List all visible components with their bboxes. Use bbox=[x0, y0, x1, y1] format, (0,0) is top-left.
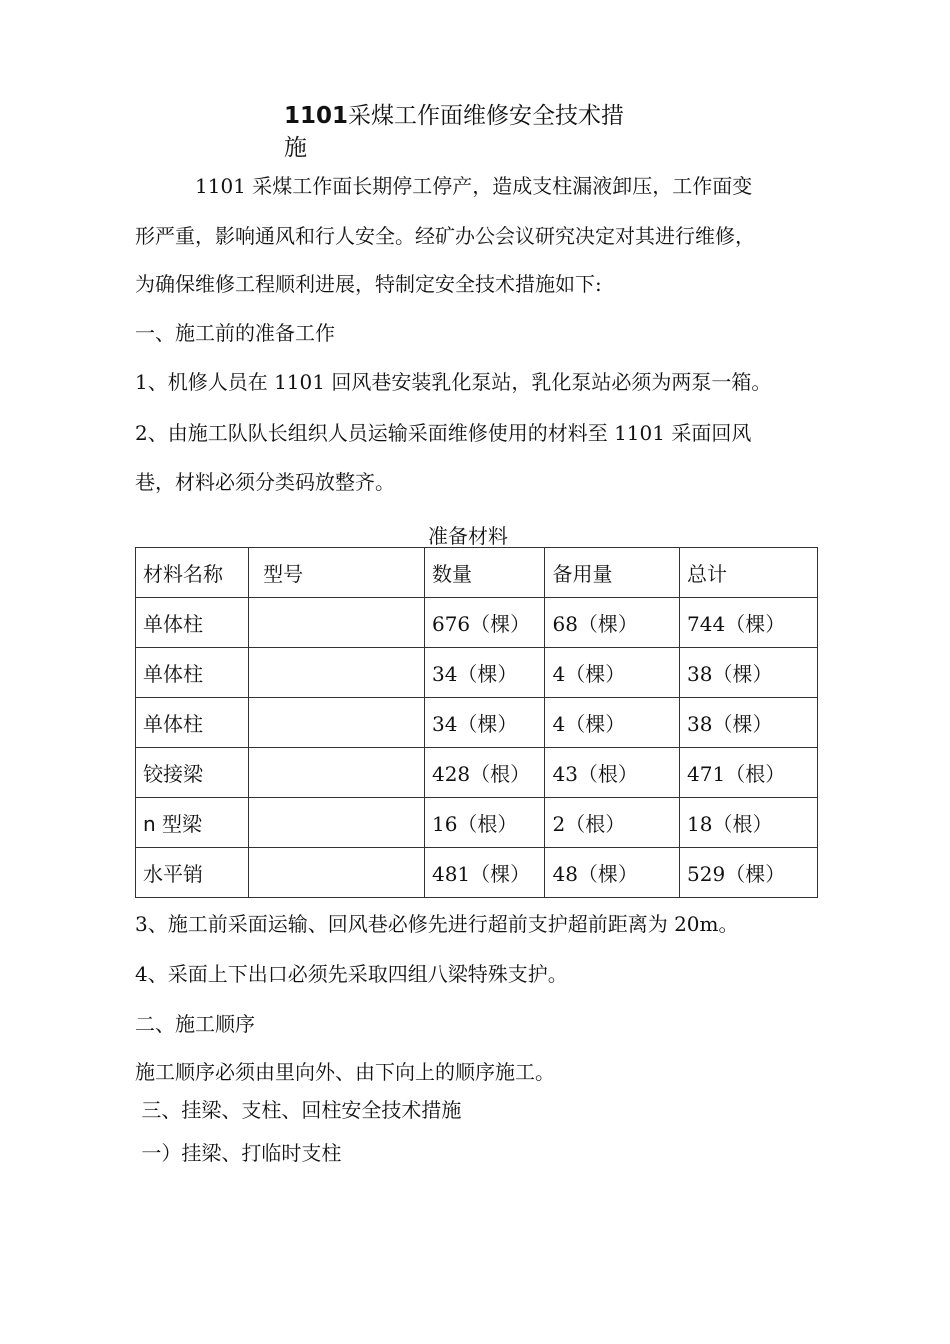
table-cell: 4（棵） bbox=[545, 698, 680, 748]
item-2-line-1: 2、由施工队队长组织人员运输采面维修使用的材料至 1101 采面回风 bbox=[135, 421, 752, 445]
table-cell: 4（棵） bbox=[545, 648, 680, 698]
table-cell bbox=[249, 848, 425, 898]
document-title bbox=[284, 100, 664, 164]
header-cell: 备用量 bbox=[545, 548, 680, 598]
table-cell: 铰接梁 bbox=[136, 748, 249, 798]
table-cell bbox=[249, 748, 425, 798]
section-1-heading: 一、施工前的准备工作 bbox=[135, 321, 335, 345]
table-row bbox=[136, 598, 818, 648]
table-cell: 2（根） bbox=[545, 798, 680, 848]
section-2-text: 施工顺序必须由里向外、由下向上的顺序施工。 bbox=[135, 1060, 555, 1084]
header-cell: 数量 bbox=[424, 548, 545, 598]
header-cell: 总计 bbox=[680, 548, 818, 598]
title-number: 1101 bbox=[284, 103, 349, 129]
table-cell bbox=[249, 698, 425, 748]
subsection-1-heading: 一）挂梁、打临时支柱 bbox=[135, 1141, 342, 1165]
table-row bbox=[136, 698, 818, 748]
table-row bbox=[136, 648, 818, 698]
table-cell: 676（棵） bbox=[424, 598, 545, 648]
materials-table bbox=[135, 547, 818, 898]
table-row bbox=[136, 848, 818, 898]
title-text: 采煤工作面维修安全技术措 bbox=[348, 103, 625, 129]
item-3: 3、施工前采面运输、回风巷必修先进行超前支护超前距离为 20m。 bbox=[135, 912, 739, 936]
item-2-line-2: 巷，材料必须分类码放整齐。 bbox=[135, 470, 395, 494]
intro-line-1: 1101 采煤工作面长期停工停产，造成支柱漏液卸压，工作面变 bbox=[195, 174, 753, 198]
item-1: 1、机修人员在 1101 回风巷安装乳化泵站，乳化泵站必须为两泵一箱。 bbox=[135, 370, 772, 394]
table-cell: 水平销 bbox=[136, 848, 249, 898]
table-cell: 38（棵） bbox=[680, 698, 818, 748]
table-cell bbox=[249, 598, 425, 648]
table-cell: 68（棵） bbox=[545, 598, 680, 648]
table-cell: 481（棵） bbox=[424, 848, 545, 898]
table-row bbox=[136, 798, 818, 848]
title-line-1 bbox=[284, 100, 664, 132]
table-cell: 529（棵） bbox=[680, 848, 818, 898]
table-cell: 34（棵） bbox=[424, 648, 545, 698]
intro-line-3: 为确保维修工程顺利进展，特制定安全技术措施如下: bbox=[135, 272, 602, 296]
table-caption: 准备材料 bbox=[428, 524, 508, 548]
table-cell: 34（棵） bbox=[424, 698, 545, 748]
table-cell bbox=[249, 798, 425, 848]
table-cell: 471（根） bbox=[680, 748, 818, 798]
item-4: 4、采面上下出口必须先采取四组八梁特殊支护。 bbox=[135, 962, 568, 986]
section-3-heading: 三、挂梁、支柱、回柱安全技术措施 bbox=[135, 1098, 462, 1122]
table-cell: 744（棵） bbox=[680, 598, 818, 648]
table-cell: 16（根） bbox=[424, 798, 545, 848]
table-cell: n 型梁 bbox=[136, 798, 249, 848]
table-cell: 18（根） bbox=[680, 798, 818, 848]
table-cell: 38（棵） bbox=[680, 648, 818, 698]
section-2-heading: 二、施工顺序 bbox=[135, 1012, 255, 1036]
header-cell: 型号 bbox=[249, 548, 425, 598]
header-cell: 材料名称 bbox=[136, 548, 249, 598]
table-cell: 单体柱 bbox=[136, 598, 249, 648]
table-header-row bbox=[136, 548, 818, 598]
table-cell: 43（根） bbox=[545, 748, 680, 798]
table-cell: 48（棵） bbox=[545, 848, 680, 898]
table-row bbox=[136, 748, 818, 798]
table-cell: 单体柱 bbox=[136, 698, 249, 748]
table-cell: 单体柱 bbox=[136, 648, 249, 698]
table-cell: 428（根） bbox=[424, 748, 545, 798]
title-line-2: 施 bbox=[284, 135, 307, 161]
table-cell bbox=[249, 648, 425, 698]
intro-line-2: 形严重，影响通风和行人安全。经矿办公会议研究决定对其进行维修， bbox=[135, 224, 755, 248]
